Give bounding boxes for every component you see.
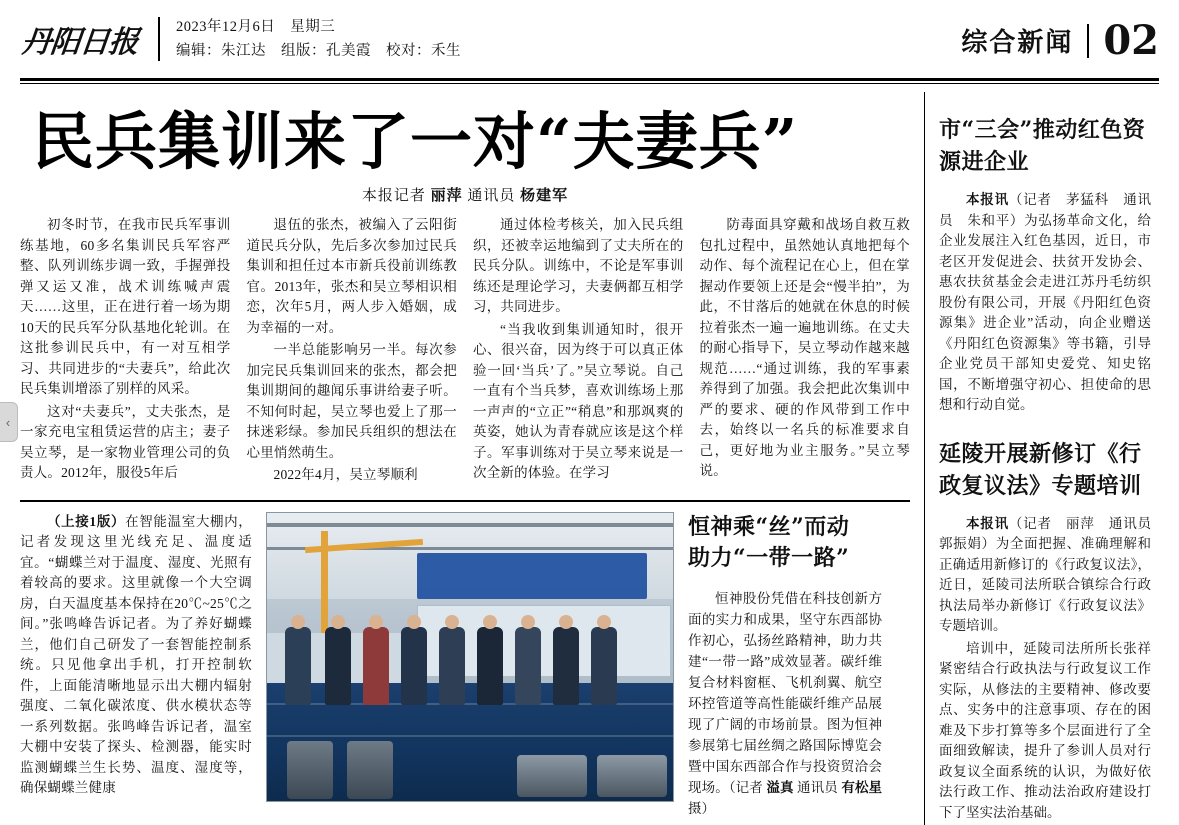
photo-person-head bbox=[597, 615, 611, 629]
photo-person bbox=[515, 627, 541, 705]
main-byline bbox=[20, 184, 910, 205]
photo-person bbox=[553, 627, 579, 705]
right-rail bbox=[939, 92, 1165, 825]
lower-section bbox=[20, 512, 910, 819]
credit-label-2: 通讯员 bbox=[797, 779, 838, 795]
photo-exhibit bbox=[347, 741, 393, 799]
paragraph: 退伍的张杰，被编入了云阳街道民兵分队，先后多次参加过民兵集训和担任过本市新兵役前训练教官。2013年，张杰和吴立琴相识相恋，次年5月，两人步入婚姻，成为幸福的一对。 bbox=[246, 217, 457, 335]
section-rule bbox=[20, 500, 910, 502]
chevron-left-icon: ‹ bbox=[5, 414, 11, 430]
rail-text: 为全面把握、准确理解和正确适用新修订的《行政复议法》，近日，延陵司法所联合镇综合行政执法局举办新修订《行政复议法》专题培训。 bbox=[939, 536, 1152, 633]
byline-label-correspondent: 通讯员 bbox=[467, 188, 516, 204]
masthead-divider bbox=[158, 17, 160, 61]
paragraph: 初冬时节，在我市民兵军事训练基地，60多名集训民兵军容严整、队列训练步调一致，手握弹投弹又运又准，战术训练喊声震天……这里，正在进行着一场为期10天的民兵军分队基地化轮训。在这批参训民兵中，有一对互相学习、共同进步的“夫妻兵”，给此次民兵集训增添了别样的风采。 bbox=[20, 217, 231, 396]
photo-person bbox=[401, 627, 427, 705]
photo-person-head bbox=[369, 615, 383, 629]
rail-article-1-headline: 市“三会”推动红色资源进企业 bbox=[939, 117, 1146, 175]
main-story-columns bbox=[20, 215, 910, 488]
photo-story-text: 恒神股份凭借在科技创新方面的实力和成果，坚守东西部协作初心，弘扬丝路精神，助力共建“一带一路”成效显著。碳纤维复合材料窗框、飞机刹翼、航空环控管道等高性能碳纤维产品展现了广阔的市场前景。图为恒神参展第七届丝绸之路国际博览会暨中国东西部合作与投资贸洽会现场。 bbox=[688, 590, 882, 795]
paragraph: 2022年4月，吴立琴顺利 bbox=[273, 467, 418, 482]
article-column bbox=[700, 215, 911, 488]
photo-person-head bbox=[291, 615, 305, 629]
paragraph: 培训中，延陵司法所所长张祥紧密结合行政执法与行政复议工作实际，从修法的主要精神、修改要点、实务中的注意事项、存在的困难及下步打算等多个层面进行了全面细致解读，提升了参训人员对行政复议全面系统的认识，为做好依法行政工作、推动法治政府建设打下了坚实法治基础。 bbox=[939, 640, 1151, 820]
photo-floor-line bbox=[267, 735, 673, 737]
credit-name-2: 有松星 bbox=[841, 779, 883, 795]
masthead-meta bbox=[176, 16, 461, 62]
photo-person-head bbox=[483, 615, 497, 629]
credit-label: （记者 bbox=[728, 779, 763, 795]
photo-person-head bbox=[407, 615, 421, 629]
masthead bbox=[0, 0, 1179, 78]
paragraph: 一半总能影响另一半。每次参加完民兵集训回来的张杰，都会把集训期间的趣闻乐事讲给妻子听。不知何时起，吴立琴也爱上了那一抹迷彩绿。参加民兵组织的想法在心里悄然萌生。 bbox=[246, 342, 457, 460]
photo-person bbox=[439, 627, 465, 705]
photo-person bbox=[591, 627, 617, 705]
photo-person-head bbox=[521, 615, 535, 629]
page-body bbox=[0, 84, 1179, 825]
paragraph bbox=[939, 514, 1165, 637]
photo-truss bbox=[267, 523, 673, 527]
paragraph bbox=[939, 190, 1151, 416]
photo-exhibit bbox=[287, 741, 333, 799]
page-number: 02 bbox=[1103, 16, 1159, 64]
paragraph: 通过体检考核关，加入民兵组织，还被幸运地编到了丈夫所在的民兵分队。训练中，不论是军事训练还是理论学习，夫妻俩都互相学习，共同进步。 bbox=[473, 217, 684, 314]
rail-article-2-headline: 延陵开展新修订《行政复议法》专题培训 bbox=[939, 440, 1142, 499]
article-column bbox=[247, 215, 458, 488]
main-headline: 民兵集训来了一对“夫妻兵” bbox=[32, 105, 799, 178]
photo-person-head bbox=[559, 615, 573, 629]
credit-name: 溢真 bbox=[766, 779, 794, 795]
rail-article-1-body bbox=[939, 190, 1151, 416]
rail-byline: （记者 丽萍 通讯员 郭振娟） bbox=[939, 515, 1165, 551]
article-column bbox=[20, 215, 231, 488]
exhibition-photo bbox=[266, 512, 674, 802]
continued-article bbox=[20, 512, 252, 819]
photo-person bbox=[325, 627, 351, 705]
photo-person-head bbox=[445, 615, 459, 629]
section-title: 综合新闻 bbox=[961, 28, 1074, 58]
prev-page-tab[interactable] bbox=[0, 402, 18, 442]
section-divider bbox=[1087, 24, 1089, 58]
continued-text: 在智能温室大棚内，记者发现这里光线充足、温度适宜。“蝴蝶兰对于温度、湿度、光照有着较高的要求。这里就像一个大空调房，白天温度基本保持在20℃~25℃之间。”张鸣峰告诉记者。为了养好蝴蝶兰，他们自己研发了一套智能控制系统。只见他拿出手机，打开控制软件，上面能清晰地显示出大棚内辐射强度、二氧化碳浓度、供水模状态等一系列数据。张鸣峰告诉记者，温室大棚中安装了探头、检测器，能实时监测蝴蝶兰生长势、温度、湿度等，确保蝴蝶兰健康 bbox=[20, 513, 252, 795]
byline-correspondent-name: 杨建军 bbox=[520, 188, 569, 204]
photo-person bbox=[477, 627, 503, 705]
paragraph bbox=[688, 588, 882, 819]
photo-person-head bbox=[331, 615, 345, 629]
masthead-rule-thick bbox=[20, 78, 1159, 81]
rail-article-2-body bbox=[939, 514, 1165, 824]
column-divider bbox=[924, 92, 925, 825]
photo-story bbox=[688, 512, 882, 819]
paper-name: 丹阳日报 bbox=[19, 25, 140, 60]
continued-from-label: （上接1版） bbox=[47, 513, 126, 529]
photo-exhibit bbox=[517, 755, 587, 797]
paragraph bbox=[20, 512, 252, 799]
staff-credits: 编辑：朱江达 组版：孔美霞 校对：禾生 bbox=[176, 43, 461, 59]
masthead-right bbox=[961, 16, 1159, 64]
rail-byline: （记者 茅猛科 通讯员 朱和平） bbox=[939, 192, 1151, 228]
publication-date: 2023年12月6日 星期三 bbox=[176, 19, 336, 35]
source-label: 本报讯 bbox=[966, 515, 1009, 531]
photo-person bbox=[363, 627, 389, 705]
paragraph: 防毒面具穿戴和战场自救互救包扎过程中，虽然她认真地把每个动作、每个流程记在心上，但在掌握动作要领上还是会“慢半拍”，为此，不甘落后的她就在休息的时候拉着张杰一遍一遍地训练。在丈夫的耐心指导下，吴立琴动作越来越规范……“通过训练，我的军事素养得到了加强。我会把此次集训中严的要求、硬的作风带到工作中去，始终以一名兵的标准要求自己，更好地为业主服务。”吴立琴说。 bbox=[699, 217, 910, 478]
left-zone bbox=[20, 92, 910, 825]
credit-suffix: 摄） bbox=[688, 800, 715, 816]
paragraph: “当我收到集训通知时，很开心、很兴奋，因为终于可以真正体验一回‘当兵’了。”吴立琴说。自己一直有个当兵梦，喜欢训练场上那一声声的“立正”“稍息”和那飒爽的英姿，她认为青春就应该是这个样子。军事训练对于吴立琴来说是一次全新的体验。在学习 bbox=[473, 321, 684, 480]
photo-exhibit bbox=[597, 755, 667, 797]
paragraph: 这对“夫妻兵”，丈夫张杰，是一家充电宝租赁运营的店主；妻子吴立琴，是一家物业管理公司的负责人。2012年，服役5年后 bbox=[20, 403, 231, 480]
photo-story-body bbox=[688, 588, 882, 819]
photo-story-headline: 恒神乘“丝”而动 助力“一带一路” bbox=[688, 513, 850, 571]
source-label: 本报讯 bbox=[966, 192, 1009, 207]
byline-reporter-name: 丽萍 bbox=[430, 188, 463, 204]
rail-text: 为弘扬革命文化，给企业发展注入红色基因，近日，市老区开发促进会、扶贫开发协会、惠农扶贫基金会走进江苏丹毛纺织股份有限公司，开展《丹阳红色资源集》进企业”活动，向企业赠送《丹阳红色资源集》等书籍，引导企业党员干部知史爱党、知史铭国，不断增强守初心、担使命的思想和行动自觉。 bbox=[939, 212, 1152, 412]
photo-block bbox=[266, 512, 674, 819]
article-column bbox=[473, 215, 684, 488]
byline-label-reporter: 本报记者 bbox=[361, 188, 426, 204]
photo-person bbox=[285, 627, 311, 705]
photo-banner bbox=[417, 553, 647, 599]
